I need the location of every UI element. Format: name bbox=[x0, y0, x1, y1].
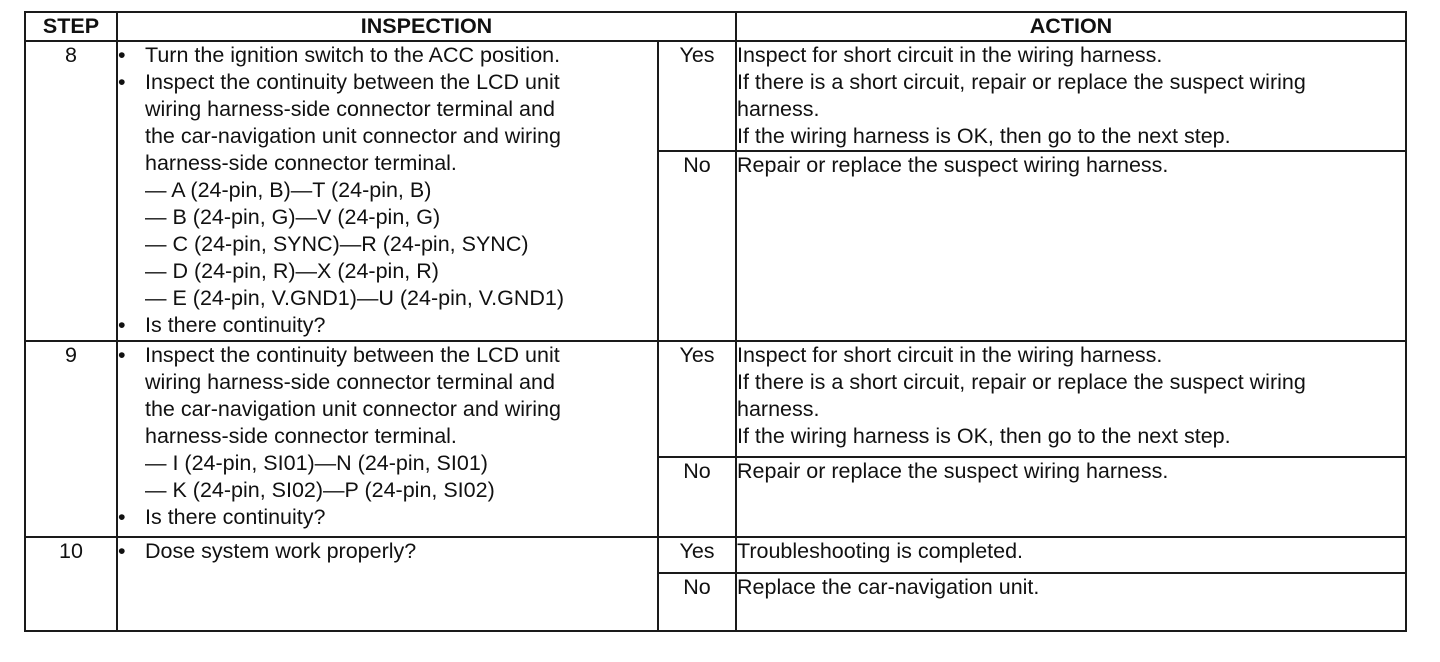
no-label: No bbox=[658, 151, 736, 341]
action-text: Repair or replace the suspect wiring harness. bbox=[737, 153, 1169, 177]
terminal-pair: — D (24-pin, R)—X (24-pin, R) bbox=[145, 259, 439, 283]
terminal-pair: — E (24-pin, V.GND1)—U (24-pin, V.GND1) bbox=[145, 286, 564, 310]
terminal-pair: — K (24-pin, SI02)—P (24-pin, SI02) bbox=[145, 478, 495, 502]
inspection-text: wiring harness-side connector terminal and bbox=[145, 370, 555, 394]
terminal-pair: — A (24-pin, B)—T (24-pin, B) bbox=[145, 178, 432, 202]
terminal-pairs bbox=[118, 450, 657, 504]
action-text: Repair or replace the suspect wiring harness. bbox=[737, 459, 1169, 483]
no-label: No bbox=[658, 573, 736, 631]
action-text: harness. bbox=[737, 397, 820, 421]
terminal-pairs bbox=[118, 177, 657, 312]
inspection-question: Is there continuity? bbox=[145, 313, 326, 337]
inspection-text: harness-side connector terminal. bbox=[145, 151, 457, 175]
bullet-item bbox=[118, 538, 657, 565]
inspection-text: wiring harness-side connector terminal and bbox=[145, 97, 555, 121]
action-text: Inspect for short circuit in the wiring harness. bbox=[737, 43, 1163, 67]
inspection-text: • Inspect the continuity between the LCD unit bbox=[145, 70, 560, 94]
header-step: STEP bbox=[25, 12, 117, 41]
action-text: harness. bbox=[737, 97, 820, 121]
action-text: If there is a short circuit, repair or replace the suspect wiring bbox=[737, 370, 1306, 394]
step-number: 8 bbox=[25, 41, 117, 341]
step-9-yes-action bbox=[736, 341, 1406, 457]
no-label: No bbox=[658, 457, 736, 537]
action-text: Replace the car-navigation unit. bbox=[737, 575, 1040, 599]
terminal-pair: — B (24-pin, G)—V (24-pin, G) bbox=[145, 205, 441, 229]
step-9-yes-row bbox=[25, 341, 1406, 457]
terminal-pair: — C (24-pin, SYNC)—R (24-pin, SYNC) bbox=[145, 232, 529, 256]
bullet-item bbox=[118, 69, 657, 177]
step-10-yes-row bbox=[25, 537, 1406, 573]
action-text: If the wiring harness is OK, then go to the next step. bbox=[737, 424, 1231, 448]
action-text: If there is a short circuit, repair or replace the suspect wiring bbox=[737, 70, 1306, 94]
inspection-text: the car-navigation unit connector and wiring bbox=[145, 397, 561, 421]
yes-label: Yes bbox=[658, 537, 736, 573]
step-8-no-action bbox=[736, 151, 1406, 341]
step-8-yes-row bbox=[25, 41, 1406, 151]
inspection-question: Dose system work properly? bbox=[145, 539, 417, 563]
header-row bbox=[25, 12, 1406, 41]
step-8-inspection bbox=[117, 41, 658, 341]
terminal-pair: — I (24-pin, SI01)—N (24-pin, SI01) bbox=[145, 451, 488, 475]
action-text: If the wiring harness is OK, then go to the next step. bbox=[737, 124, 1231, 148]
step-9-inspection bbox=[117, 341, 658, 537]
step-10-inspection bbox=[117, 537, 658, 631]
yes-label: Yes bbox=[658, 41, 736, 151]
inspection-text: • Inspect the continuity between the LCD unit bbox=[145, 343, 560, 367]
header-inspection: INSPECTION bbox=[117, 12, 736, 41]
action-text: Troubleshooting is completed. bbox=[737, 539, 1024, 563]
header-action: ACTION bbox=[736, 12, 1406, 41]
yes-label: Yes bbox=[658, 341, 736, 457]
inspection-text: harness-side connector terminal. bbox=[145, 424, 457, 448]
bullet-item bbox=[118, 342, 657, 450]
action-text: Inspect for short circuit in the wiring harness. bbox=[737, 343, 1163, 367]
inspection-question: Is there continuity? bbox=[145, 505, 326, 529]
bullet-item bbox=[118, 504, 657, 531]
step-number: 9 bbox=[25, 341, 117, 537]
step-10-yes-action bbox=[736, 537, 1406, 573]
bullet-item bbox=[118, 42, 657, 69]
bullet-item bbox=[118, 312, 657, 339]
troubleshooting-table bbox=[24, 11, 1407, 632]
step-number: 10 bbox=[25, 537, 117, 631]
step-8-yes-action bbox=[736, 41, 1406, 151]
inspection-text: the car-navigation unit connector and wiring bbox=[145, 124, 561, 148]
inspection-text: Turn the ignition switch to the ACC position. bbox=[145, 43, 561, 67]
step-10-no-action bbox=[736, 573, 1406, 631]
step-9-no-action bbox=[736, 457, 1406, 537]
